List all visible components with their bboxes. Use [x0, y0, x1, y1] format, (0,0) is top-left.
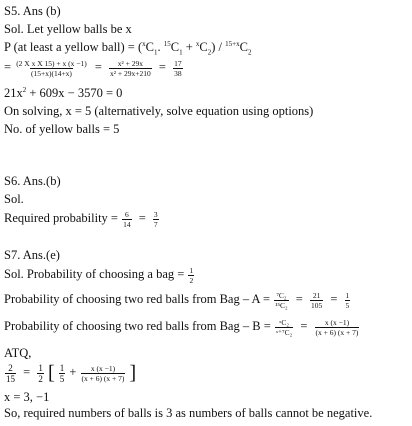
- s7-eq-fraction-1: $\frac{2}{15}$: [6, 362, 15, 384]
- s7-line2: Probability of choosing two red balls from Bag – A = $\frac{\text{⁷C₂}}{\text{¹⁵C₂}}$ = $\frac{21}{105}$ = $\frac{1}{5}$: [4, 290, 350, 310]
- s5-fraction-2: $\frac{\text{x² + 29x}}{\text{x² + 29x+210}}$: [110, 58, 151, 78]
- s5-fraction-3: $\frac{17}{38}$: [174, 58, 182, 78]
- s7-bag-a-fraction-1: $\frac{\text{⁷C₂}}{\text{¹⁵C₂}}$: [275, 290, 288, 310]
- s6-line2: Required probability = $\frac{6}{14}$ = $\frac{3}{7}$: [4, 209, 158, 229]
- s5-line2: P (at least a yellow ball) = ($^xC_1$. $^{15}C_1 + ^xC_2) / ^{15+x}C_2$: [4, 39, 252, 57]
- s5-fraction-line: = $\frac{\text{(2 X x X 15) + x (x −1)}}{(15+x)(14+x)}$ = $\frac{\text{x² + 29x}}{\text{x² + 29x+210}}$ = $\frac{17}{38}$: [4, 58, 182, 78]
- s5-heading: S5. Ans (b): [4, 4, 61, 18]
- s5-line6: No. of yellow balls = 5: [4, 122, 120, 136]
- s6-line1: Sol.: [4, 192, 24, 206]
- s7-bag-b-fraction-1: $\frac{\text{ˣC₂}}{\text{ˣ⁺⁷C₂}}$: [275, 317, 293, 337]
- s5-line1: Sol. Let yellow balls be x: [4, 22, 132, 36]
- s7-atq: ATQ,: [4, 346, 32, 360]
- s5-line4: $21x^2 + 609x - 3570 = 0$: [4, 85, 123, 100]
- s7-bag-a-fraction-2: $\frac{21}{105}$: [310, 290, 323, 310]
- s5-line5: On solving, x = 5 (alternatively, solve equation using options): [4, 104, 314, 118]
- s7-line6: So, required numbers of balls is 3 as numbers of balls cannot be negative.: [4, 406, 373, 420]
- s6-fraction-2: $\frac{3}{7}$: [153, 209, 158, 229]
- s6-fraction-1: $\frac{6}{14}$: [123, 209, 131, 229]
- s7-heading: S7. Ans.(e): [4, 248, 60, 262]
- s7-line5: x = 3, −1: [4, 390, 50, 404]
- s7-bag-b-fraction-2: $\frac{x (x -1)}{(x + 6) (x + 7)}$: [315, 317, 359, 337]
- s7-eq-fraction-2: $\frac{1}{2}$: [38, 362, 43, 384]
- s7-bag-fraction: $\frac{1}{2}$: [189, 265, 194, 285]
- s7-equation: $\frac{2}{15}$ = $\frac{1}{2}$ [ $\frac{1}{5}$ + $\frac{x (x -1)}{(x + 6) (x + 7)}$ ]: [6, 362, 137, 385]
- s6-heading: S6. Ans.(b): [4, 174, 61, 188]
- s7-line1: Sol. Probability of choosing a bag = $\frac{1}{2}$: [4, 265, 194, 285]
- s7-bag-a-fraction-3: $\frac{1}{5}$: [345, 290, 350, 310]
- s7-eq-fraction-4: $\frac{x (x -1)}{(x + 6) (x + 7)}$: [81, 363, 125, 383]
- s5-fraction-1: $\frac{\text{(2 X x X 15) + x (x −1)}}{(15+x)(14+x)}$: [16, 58, 87, 78]
- s7-eq-fraction-3: $\frac{1}{5}$: [59, 362, 65, 384]
- s7-line3: Probability of choosing two red balls from Bag – B = $\frac{\text{ˣC₂}}{\text{ˣ⁺⁷C₂}}$ = $\frac{x (x -1)}{(x + 6) (x + 7)}$: [4, 317, 359, 337]
